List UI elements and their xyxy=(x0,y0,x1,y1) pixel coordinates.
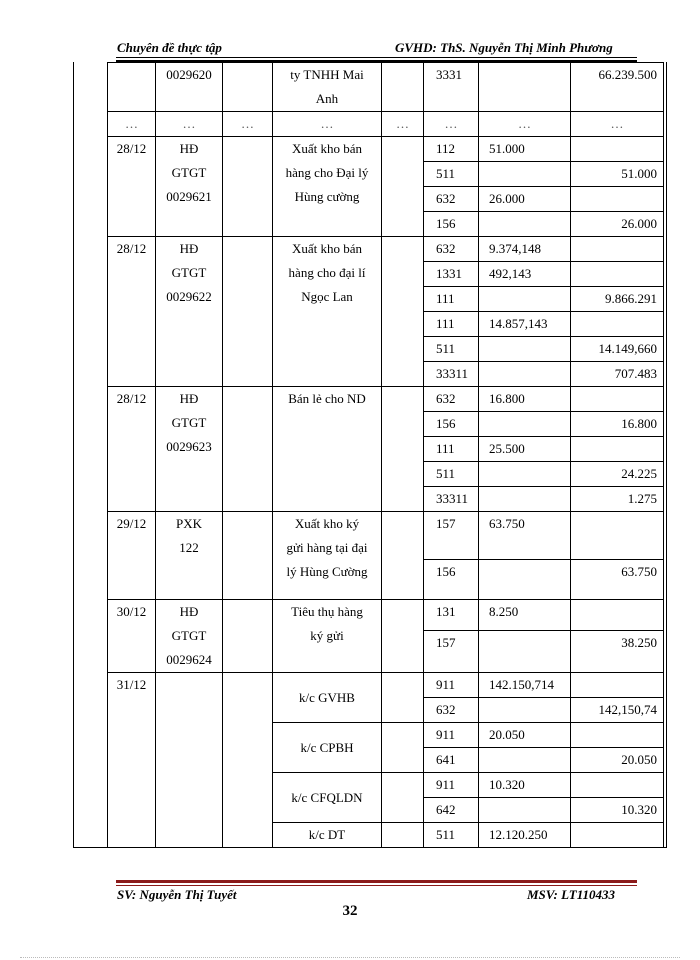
credit-cell xyxy=(571,312,664,337)
credit-cell xyxy=(571,437,664,462)
debit-cell: 25.500 xyxy=(479,437,571,462)
credit-cell: 20.050 xyxy=(571,748,664,773)
journal-table xyxy=(107,62,664,847)
account-cell: 131 xyxy=(424,600,479,631)
account-cell: 156 xyxy=(424,412,479,437)
blank-cell xyxy=(382,137,424,237)
blank-cell xyxy=(223,137,273,237)
doc-number-cell: HĐ GTGT 0029622 xyxy=(156,237,223,387)
header-rule xyxy=(116,57,637,58)
footer-rule-thick xyxy=(116,880,637,883)
debit-cell xyxy=(479,337,571,362)
debit-cell xyxy=(479,798,571,823)
credit-cell xyxy=(571,387,664,412)
credit-cell: 51.000 xyxy=(571,162,664,187)
credit-cell: 10.320 xyxy=(571,798,664,823)
ellipsis-cell: … xyxy=(382,112,424,137)
ellipsis-cell: … xyxy=(571,112,664,137)
credit-cell: 66.239.500 xyxy=(571,63,664,112)
blank-cell xyxy=(382,823,424,848)
account-cell: 156 xyxy=(424,560,479,600)
description-cell: ty TNHH Mai Anh xyxy=(273,63,382,112)
credit-cell xyxy=(571,723,664,748)
footer-student: SV: Nguyễn Thị Tuyết xyxy=(117,887,237,902)
description-cell: Tiêu thụ hàng ký gửi xyxy=(273,600,382,673)
ellipsis-cell: … xyxy=(156,112,223,137)
debit-cell: 492,143 xyxy=(479,262,571,287)
account-cell: 641 xyxy=(424,748,479,773)
date-cell: 29/12 xyxy=(108,512,156,600)
credit-cell: 24.225 xyxy=(571,462,664,487)
account-cell: 511 xyxy=(424,162,479,187)
account-cell: 911 xyxy=(424,723,479,748)
footer-student-id: MSV: LT110433 xyxy=(527,887,616,902)
doc-number-cell: 0029620 xyxy=(156,63,223,112)
table-row xyxy=(108,673,664,698)
account-cell: 111 xyxy=(424,312,479,337)
debit-cell: 26.000 xyxy=(479,187,571,212)
date-cell: 28/12 xyxy=(108,237,156,387)
header-advisor: GVHD: ThS. Nguyễn Thị Minh Phương xyxy=(395,40,613,55)
debit-cell: 51.000 xyxy=(479,137,571,162)
account-cell: 632 xyxy=(424,187,479,212)
debit-cell xyxy=(479,631,571,673)
blank-cell xyxy=(382,773,424,823)
debit-cell: 63.750 xyxy=(479,512,571,560)
date-cell: 28/12 xyxy=(108,387,156,512)
account-cell: 111 xyxy=(424,437,479,462)
ellipsis-cell: … xyxy=(424,112,479,137)
description-cell: k/c CFQLDN xyxy=(273,773,382,823)
date-cell: 31/12 xyxy=(108,673,156,848)
account-cell: 33311 xyxy=(424,362,479,387)
table-row xyxy=(108,387,664,412)
date-cell: 30/12 xyxy=(108,600,156,673)
debit-cell: 8.250 xyxy=(479,600,571,631)
credit-cell xyxy=(571,600,664,631)
account-cell: 511 xyxy=(424,462,479,487)
account-cell: 632 xyxy=(424,387,479,412)
account-cell: 157 xyxy=(424,512,479,560)
blank-cell xyxy=(223,387,273,512)
blank-cell xyxy=(382,387,424,512)
credit-cell: 14.149,660 xyxy=(571,337,664,362)
credit-cell: 1.275 xyxy=(571,487,664,512)
debit-cell xyxy=(479,487,571,512)
credit-cell xyxy=(571,773,664,798)
ellipsis-cell: … xyxy=(273,112,382,137)
blank-cell xyxy=(382,723,424,773)
account-cell: 3331 xyxy=(424,63,479,112)
credit-cell xyxy=(571,137,664,162)
account-cell: 111 xyxy=(424,287,479,312)
table-row xyxy=(108,512,664,560)
credit-cell xyxy=(571,673,664,698)
description-cell: Xuất kho bán hàng cho Đại lý Hùng cường xyxy=(273,137,382,237)
account-cell: 33311 xyxy=(424,487,479,512)
blank-cell xyxy=(382,512,424,600)
doc-number-cell: PXK 122 xyxy=(156,512,223,600)
debit-cell: 9.374,148 xyxy=(479,237,571,262)
description-cell: k/c GVHB xyxy=(273,673,382,723)
account-cell: 157 xyxy=(424,631,479,673)
credit-cell xyxy=(571,823,664,848)
ellipsis-cell: … xyxy=(479,112,571,137)
debit-cell xyxy=(479,212,571,237)
debit-cell: 20.050 xyxy=(479,723,571,748)
debit-cell: 12.120.250 xyxy=(479,823,571,848)
description-cell: Bán lẻ cho ND xyxy=(273,387,382,512)
account-cell: 642 xyxy=(424,798,479,823)
blank-cell xyxy=(382,63,424,112)
debit-cell xyxy=(479,162,571,187)
footer-rule xyxy=(116,885,637,886)
debit-cell xyxy=(479,412,571,437)
blank-cell xyxy=(223,600,273,673)
credit-cell: 26.000 xyxy=(571,212,664,237)
page-frame-left xyxy=(73,62,74,848)
table-row xyxy=(108,112,664,137)
debit-cell: 10.320 xyxy=(479,773,571,798)
credit-cell: 707.483 xyxy=(571,362,664,387)
blank-cell xyxy=(223,63,273,112)
debit-cell xyxy=(479,63,571,112)
table-row xyxy=(108,137,664,162)
credit-cell: 142,150,74 xyxy=(571,698,664,723)
credit-cell: 63.750 xyxy=(571,560,664,600)
debit-cell xyxy=(479,462,571,487)
credit-cell xyxy=(571,237,664,262)
blank-cell xyxy=(382,237,424,387)
description-cell: k/c DT xyxy=(273,823,382,848)
debit-cell xyxy=(479,748,571,773)
account-cell: 1331 xyxy=(424,262,479,287)
debit-cell: 14.857,143 xyxy=(479,312,571,337)
journal-table-container xyxy=(107,62,665,847)
credit-cell: 9.866.291 xyxy=(571,287,664,312)
page-number: 32 xyxy=(342,903,358,919)
doc-number-cell: HĐ GTGT 0029623 xyxy=(156,387,223,512)
credit-cell: 16.800 xyxy=(571,412,664,437)
page-frame-bottom xyxy=(73,847,667,848)
account-cell: 911 xyxy=(424,673,479,698)
table-row xyxy=(108,237,664,262)
account-cell: 112 xyxy=(424,137,479,162)
debit-cell xyxy=(479,287,571,312)
account-cell: 911 xyxy=(424,773,479,798)
account-cell: 632 xyxy=(424,237,479,262)
account-cell: 511 xyxy=(424,823,479,848)
blank-cell xyxy=(382,600,424,673)
debit-cell: 142.150,714 xyxy=(479,673,571,698)
debit-cell: 16.800 xyxy=(479,387,571,412)
description-cell: k/c CPBH xyxy=(273,723,382,773)
blank-cell xyxy=(223,673,273,848)
credit-cell: 38.250 xyxy=(571,631,664,673)
table-row xyxy=(108,600,664,631)
account-cell: 632 xyxy=(424,698,479,723)
date-cell xyxy=(108,63,156,112)
account-cell: 156 xyxy=(424,212,479,237)
date-cell: 28/12 xyxy=(108,137,156,237)
page-edge xyxy=(20,957,680,958)
debit-cell xyxy=(479,560,571,600)
doc-number-cell: HĐ GTGT 0029624 xyxy=(156,600,223,673)
debit-cell xyxy=(479,698,571,723)
doc-number-cell: HĐ GTGT 0029621 xyxy=(156,137,223,237)
credit-cell xyxy=(571,262,664,287)
doc-number-cell xyxy=(156,673,223,848)
ellipsis-cell: … xyxy=(223,112,273,137)
account-cell: 511 xyxy=(424,337,479,362)
credit-cell xyxy=(571,512,664,560)
page-frame-right xyxy=(666,62,667,848)
blank-cell xyxy=(382,673,424,723)
credit-cell xyxy=(571,187,664,212)
ellipsis-cell: … xyxy=(108,112,156,137)
blank-cell xyxy=(223,237,273,387)
debit-cell xyxy=(479,362,571,387)
description-cell: Xuất kho bán hàng cho đại lí Ngọc Lan xyxy=(273,237,382,387)
header-title: Chuyên đề thực tập xyxy=(117,40,222,55)
description-cell: Xuất kho ký gửi hàng tại đại lý Hùng Cường xyxy=(273,512,382,600)
blank-cell xyxy=(223,512,273,600)
